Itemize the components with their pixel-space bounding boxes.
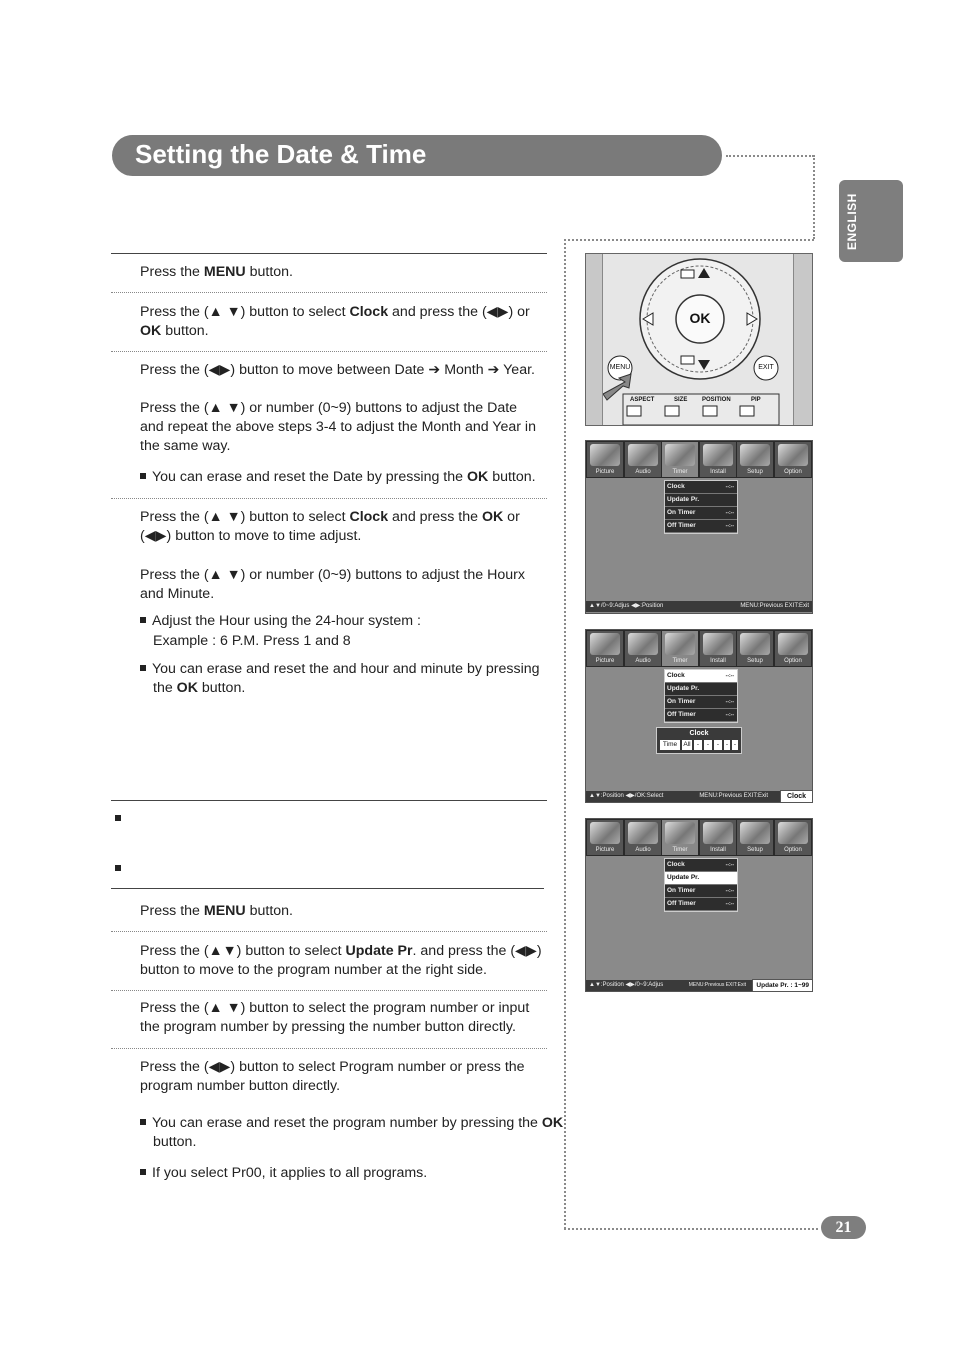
menu-item-value: --:-- [725,510,734,516]
menu-item-on-timer[interactable] [665,885,737,898]
bullet-square [140,473,146,479]
position-button[interactable]: POSITION [702,397,731,403]
tab-label: Option [784,847,802,853]
note-text [140,468,560,487]
status-hint-right: MENU:Previous EXIT:Exit [699,793,768,799]
timer-icon [665,444,695,466]
menu-button[interactable]: MENU [609,364,631,371]
step-text: Press the (▲ ▼) button to select the program number or input the program number by pressing the number button directly. [140,1000,530,1035]
menu-item-label: On Timer [667,509,696,516]
picture-icon [590,633,620,655]
all-field[interactable]: All [683,741,691,748]
menu-tab-row [586,630,812,667]
step-text: Press the (▲ ▼) button to select Clock and press the OK or (◀▶) button to move to time adjust. [140,509,520,544]
exit-button[interactable]: EXIT [758,364,774,371]
menu-tab-row [586,441,812,478]
install-icon [703,444,733,466]
tab-label: Setup [747,847,763,853]
tab-label: Setup [747,658,763,664]
section-rule [111,888,544,889]
menu-item-value: --:-- [725,712,734,718]
picture-icon [590,444,620,466]
tab-picture[interactable] [587,820,623,855]
menu-item-label: Update Pr. [667,685,700,692]
note-content: Adjust the Hour using the 24-hour system : [152,613,421,629]
menu-item-value: --:-- [725,699,734,705]
menu-item-value: --:-- [725,901,734,907]
step-divider [111,990,547,991]
status-hint-right: MENU:Previous EXIT:Exit [688,982,746,988]
step-text: Press the MENU button. [140,264,293,280]
menu-item-label: On Timer [667,887,696,894]
setup-icon [740,822,770,844]
step-divider [111,1048,547,1049]
tab-label: Setup [747,469,763,475]
tab-setup[interactable] [737,631,773,666]
tab-audio[interactable] [625,631,661,666]
status-tag: Update Pr. : 1~99 [752,979,813,992]
install-icon [703,822,733,844]
tab-install[interactable] [700,442,736,477]
status-hint-left: ▲▼/0~9:Adjus ◀▶:Position [589,603,664,609]
step-divider [111,292,547,293]
menu-item-update-pr[interactable] [665,494,737,507]
time-digit-field[interactable]: - [725,741,729,748]
step-divider [111,498,547,499]
tab-picture[interactable] [587,631,623,666]
remote-body [602,254,794,425]
tab-option[interactable] [775,820,811,855]
tab-timer[interactable] [662,631,698,666]
menu-item-label: Off Timer [667,900,696,907]
ok-button[interactable]: OK [689,310,711,326]
menu-item-update-pr[interactable] [665,872,737,885]
menu-item-value: --:-- [725,673,734,679]
menu-item-off-timer[interactable] [665,520,737,533]
audio-icon [628,822,658,844]
bullet-square [115,815,121,821]
bullet-square [115,865,121,871]
osd-screen-clock-popup [585,629,813,803]
status-bar [586,601,812,612]
osd-screen-update-pr [585,818,813,992]
tab-label: Install [710,847,726,853]
setup-icon [740,444,770,466]
page-number: 21 [835,1219,852,1236]
menu-item-label: Clock [667,861,685,868]
tab-audio[interactable] [625,820,661,855]
tab-install[interactable] [700,631,736,666]
step-text: Press the (◀▶) button to select Program number or press the program number button directly. [140,1059,525,1094]
step-divider [111,931,547,932]
menu-item-label: Clock [667,672,685,679]
bullet-square [140,617,146,623]
time-digit-field[interactable]: - [704,740,712,750]
tab-label: Timer [672,658,688,664]
tab-install[interactable] [700,820,736,855]
tab-label: Timer [672,469,688,475]
tab-label: Install [710,469,726,475]
bullet-square [140,665,146,671]
tab-label: Option [784,469,802,475]
remote-control-image [585,253,813,426]
install-icon [703,633,733,655]
pip-button[interactable]: PIP [751,397,761,403]
tab-label: Timer [672,847,688,853]
clock-popup [656,727,742,754]
menu-item-update-pr[interactable] [665,683,737,696]
osd-screen-clock [585,440,813,614]
section-rule [111,800,547,801]
menu-item-label: Off Timer [667,711,696,718]
dotted-line [564,239,566,1229]
note-text: Example : 6 P.M. Press 1 and 8 [153,633,351,649]
menu-item-label: Update Pr. [667,496,700,503]
tab-label: Picture [595,469,615,475]
note-text [140,612,560,631]
tab-label: Audio [635,469,651,475]
tab-setup[interactable] [737,820,773,855]
dotted-line [726,155,814,157]
step-text: Press the (◀▶) button to move between Date ➔ Month ➔ Year. [140,362,535,378]
menu-item-label: On Timer [667,698,696,705]
menu-item-value: --:-- [725,888,734,894]
menu-item-clock[interactable] [665,670,737,683]
note-content: If you select Pr00, it applies to all programs. [152,1165,428,1181]
dotted-line [564,239,814,241]
page-title: Setting the Date & Time [135,139,427,169]
tab-label: Audio [635,847,651,853]
note-text [140,1114,565,1152]
tab-setup[interactable] [737,442,773,477]
aspect-button[interactable]: ASPECT [630,397,655,403]
popup-title: Clock [689,730,709,737]
note-content: You can erase and reset the Date by pressing the OK button. [152,469,536,485]
note-text [140,660,563,698]
tab-timer[interactable] [662,820,698,855]
bullet-square [140,1169,146,1175]
menu-item-clock[interactable] [665,481,737,494]
time-label: Time [660,740,680,750]
time-digit-field[interactable]: - [733,741,737,748]
step-text: Press the (▲▼) button to select Update Pr. and press the (◀▶) button to move to the program number at the right side. [140,943,542,978]
step-divider [111,351,547,352]
tab-label: Picture [595,847,615,853]
tab-label: Audio [635,658,651,664]
size-button[interactable]: SIZE [674,397,688,403]
status-bar [586,791,812,802]
option-icon [778,444,808,466]
option-icon [778,633,808,655]
tab-picture[interactable] [587,442,623,477]
setup-icon [740,633,770,655]
status-hint-left: ▲▼:Position ◀▶/OK:Select [589,793,664,799]
tab-label: Picture [595,658,615,664]
tab-option[interactable] [775,631,811,666]
menu-item-on-timer[interactable] [665,507,737,520]
menu-item-label: Clock [667,483,685,490]
status-hint-right: MENU:Previous EXIT:Exit [740,603,809,609]
menu-tab-row [586,819,812,856]
timer-submenu [664,669,738,723]
menu-item-label: Update Pr. [667,874,700,881]
timer-submenu [664,480,738,534]
menu-item-value: --:-- [725,523,734,529]
status-bar [586,980,812,991]
status-hint-left: ▲▼:Position ◀▶/0~9:Adjus [589,982,664,988]
option-icon [778,822,808,844]
dotted-line [564,1228,818,1230]
status-tag: Clock [780,790,813,803]
menu-item-off-timer[interactable] [665,898,737,911]
language-label: ENGLISH [845,193,859,250]
note-text [140,1164,552,1183]
step-text: Press the (▲ ▼) button to select Clock and press the (◀▶) or OK button. [140,304,530,339]
picture-icon [590,822,620,844]
time-digit-field[interactable]: - [714,740,722,750]
step-text: Press the (▲ ▼) or number (0~9) buttons to adjust the Date and repeat the above steps 3-4 to adjust the Month and Year in the same way. [140,400,536,454]
timer-icon [665,633,695,655]
tab-audio[interactable] [625,442,661,477]
step-text: Press the (▲ ▼) or number (0~9) buttons to adjust the Hourx and Minute. [140,567,525,602]
menu-item-clock[interactable] [665,859,737,872]
tab-timer[interactable] [662,442,698,477]
audio-icon [628,633,658,655]
menu-item-value: --:-- [725,862,734,868]
dotted-line [813,155,815,239]
section-rule [111,253,547,254]
time-digit-field[interactable]: - [694,740,702,750]
note-content: You can erase and reset the and hour and minute by pressing the OK button. [152,661,540,696]
menu-item-on-timer[interactable] [665,696,737,709]
tab-label: Option [784,658,802,664]
step-text: Press the MENU button. [140,903,293,919]
tab-option[interactable] [775,442,811,477]
menu-item-value: --:-- [725,484,734,490]
timer-submenu [664,858,738,912]
menu-item-off-timer[interactable] [665,709,737,722]
timer-icon [665,822,695,844]
tab-label: Install [710,658,726,664]
menu-item-label: Off Timer [667,522,696,529]
note-content: You can erase and reset the program number by pressing the OK button. [152,1115,564,1150]
bullet-square [140,1119,146,1125]
audio-icon [628,444,658,466]
